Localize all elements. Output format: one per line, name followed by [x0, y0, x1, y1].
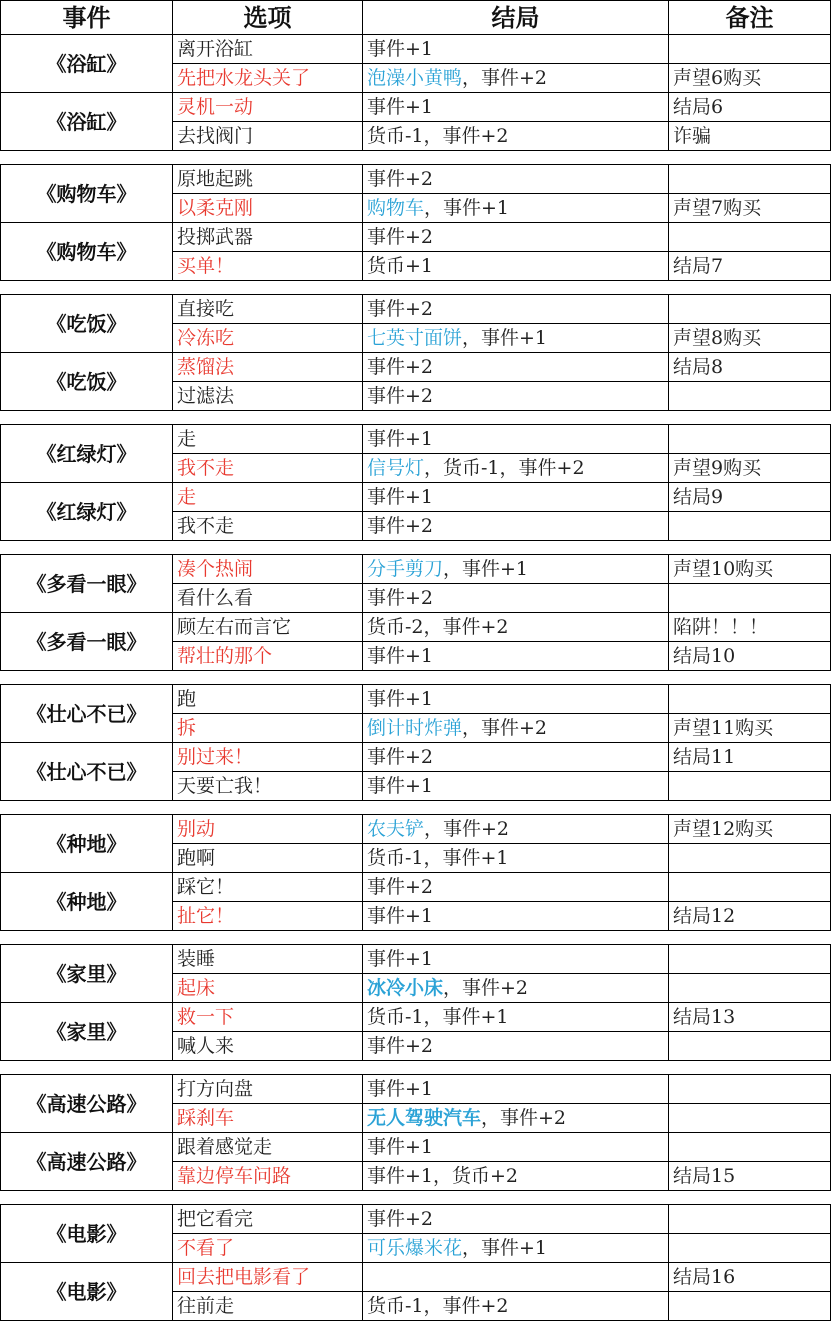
note-cell — [669, 844, 831, 873]
ending-cell — [363, 252, 669, 281]
ending-cell — [363, 483, 669, 512]
ending-text: ，事件+2 — [424, 818, 510, 840]
spacer-cell — [363, 1061, 669, 1075]
note-cell — [669, 382, 831, 411]
spacer-row — [1, 801, 831, 815]
spacer-row — [1, 1191, 831, 1205]
spacer-cell — [173, 931, 363, 945]
option-cell: 直接吃 — [173, 295, 363, 324]
ending-cell — [363, 642, 669, 671]
note-cell: 结局10 — [669, 642, 831, 671]
event-cell: 《壮心不已》 — [1, 743, 173, 801]
ending-cell — [363, 974, 669, 1003]
ending-text: 事件+1 — [367, 428, 434, 450]
ending-text: 货币-1，事件+2 — [367, 1295, 509, 1317]
event-cell: 《壮心不已》 — [1, 685, 173, 743]
note-cell — [669, 974, 831, 1003]
spacer-row — [1, 151, 831, 165]
note-cell: 结局7 — [669, 252, 831, 281]
ending-cell — [363, 1133, 669, 1162]
table-row — [1, 1133, 831, 1162]
ending-cell — [363, 512, 669, 541]
note-cell: 陷阱！！！ — [669, 613, 831, 642]
spacer-cell — [173, 671, 363, 685]
ending-text: 事件+1 — [367, 645, 434, 667]
note-cell: 声望7购买 — [669, 194, 831, 223]
event-cell: 《高速公路》 — [1, 1075, 173, 1133]
ending-cell — [363, 873, 669, 902]
option-cell: 先把水龙头关了 — [173, 64, 363, 93]
ending-cell — [363, 613, 669, 642]
option-cell: 走 — [173, 483, 363, 512]
ending-text: ，事件+2 — [443, 977, 529, 999]
ending-text: 事件+2 — [367, 876, 434, 898]
note-cell — [669, 945, 831, 974]
note-cell — [669, 1032, 831, 1061]
ending-text: 事件+1 — [367, 948, 434, 970]
ending-text: 事件+2 — [367, 168, 434, 190]
spacer-cell — [173, 151, 363, 165]
spacer-cell — [1, 931, 173, 945]
note-cell — [669, 584, 831, 613]
ending-text: 事件+1 — [367, 1078, 434, 1100]
option-cell: 走 — [173, 425, 363, 454]
event-cell: 《红绿灯》 — [1, 425, 173, 483]
table-row — [1, 815, 831, 844]
spacer-cell — [1, 801, 173, 815]
event-cell: 《家里》 — [1, 1003, 173, 1061]
ending-cell — [363, 584, 669, 613]
event-cell: 《浴缸》 — [1, 35, 173, 93]
ending-cell — [363, 714, 669, 743]
note-cell — [669, 165, 831, 194]
ending-text: ，事件+1 — [424, 197, 510, 219]
option-cell: 扯它！ — [173, 902, 363, 931]
ending-cell — [363, 382, 669, 411]
spacer-cell — [363, 671, 669, 685]
option-cell: 踩刹车 — [173, 1104, 363, 1133]
ending-cell — [363, 555, 669, 584]
event-cell: 《种地》 — [1, 815, 173, 873]
option-cell: 离开浴缸 — [173, 35, 363, 64]
ending-text: 事件+1，货币+2 — [367, 1165, 519, 1187]
event-cell: 《电影》 — [1, 1205, 173, 1263]
ending-text: ，事件+1 — [443, 558, 529, 580]
option-cell: 装睡 — [173, 945, 363, 974]
option-cell: 原地起跳 — [173, 165, 363, 194]
event-cell: 《红绿灯》 — [1, 483, 173, 541]
event-cell: 《电影》 — [1, 1263, 173, 1321]
ending-cell — [363, 1032, 669, 1061]
item-name: 无人驾驶汽车 — [367, 1107, 482, 1129]
note-cell: 结局15 — [669, 1162, 831, 1191]
note-cell — [669, 772, 831, 801]
option-cell: 跑 — [173, 685, 363, 714]
option-cell: 帮壮的那个 — [173, 642, 363, 671]
table-row — [1, 223, 831, 252]
event-cell: 《多看一眼》 — [1, 555, 173, 613]
note-cell — [669, 1234, 831, 1263]
ending-cell — [363, 223, 669, 252]
spacer-cell — [363, 801, 669, 815]
spacer-cell — [669, 931, 831, 945]
spacer-row — [1, 671, 831, 685]
option-cell: 天要亡我！ — [173, 772, 363, 801]
ending-text: 事件+1 — [367, 96, 434, 118]
header-option: 选项 — [173, 1, 363, 35]
option-cell: 顾左右而言它 — [173, 613, 363, 642]
ending-cell — [363, 945, 669, 974]
note-cell: 结局16 — [669, 1263, 831, 1292]
table-row — [1, 743, 831, 772]
item-name: 分手剪刀 — [367, 558, 444, 580]
note-cell: 声望11购买 — [669, 714, 831, 743]
spacer-cell — [669, 1191, 831, 1205]
option-cell: 踩它！ — [173, 873, 363, 902]
spacer-cell — [173, 801, 363, 815]
event-cell: 《购物车》 — [1, 165, 173, 223]
table-row — [1, 613, 831, 642]
note-cell: 声望6购买 — [669, 64, 831, 93]
ending-cell — [363, 1292, 669, 1321]
ending-text: ，事件+2 — [462, 67, 548, 89]
ending-text: ，事件+1 — [462, 1237, 548, 1259]
spacer-cell — [363, 931, 669, 945]
ending-cell — [363, 815, 669, 844]
spacer-cell — [1, 1061, 173, 1075]
ending-text: 事件+2 — [367, 746, 434, 768]
ending-cell — [363, 454, 669, 483]
table-row — [1, 1263, 831, 1292]
spacer-cell — [173, 281, 363, 295]
spacer-cell — [669, 411, 831, 425]
item-name: 购物车 — [367, 197, 425, 219]
option-cell: 往前走 — [173, 1292, 363, 1321]
table-row — [1, 425, 831, 454]
event-cell: 《浴缸》 — [1, 93, 173, 151]
table-row — [1, 685, 831, 714]
ending-text: 事件+2 — [367, 356, 434, 378]
event-cell: 《多看一眼》 — [1, 613, 173, 671]
ending-text: 事件+2 — [367, 1035, 434, 1057]
option-cell: 救一下 — [173, 1003, 363, 1032]
ending-cell — [363, 685, 669, 714]
option-cell: 不看了 — [173, 1234, 363, 1263]
ending-cell — [363, 93, 669, 122]
spacer-row — [1, 1061, 831, 1075]
table-body — [1, 1, 831, 1321]
ending-cell — [363, 772, 669, 801]
header-note: 备注 — [669, 1, 831, 35]
option-cell: 别过来！ — [173, 743, 363, 772]
table-row — [1, 35, 831, 64]
table-row — [1, 945, 831, 974]
event-cell: 《吃饭》 — [1, 295, 173, 353]
option-cell: 灵机一动 — [173, 93, 363, 122]
table-row — [1, 295, 831, 324]
ending-cell — [363, 353, 669, 382]
ending-cell — [363, 165, 669, 194]
spacer-cell — [669, 801, 831, 815]
note-cell: 结局9 — [669, 483, 831, 512]
option-cell: 去找阀门 — [173, 122, 363, 151]
ending-cell — [363, 1162, 669, 1191]
ending-text: 货币-1，事件+1 — [367, 1006, 509, 1028]
ending-text: 事件+1 — [367, 1136, 434, 1158]
note-cell: 声望12购买 — [669, 815, 831, 844]
item-name: 冰冷小床 — [367, 977, 444, 999]
table-row — [1, 165, 831, 194]
ending-text: 货币+1 — [367, 255, 434, 277]
spacer-cell — [669, 151, 831, 165]
ending-cell — [363, 902, 669, 931]
ending-text: ，事件+2 — [462, 717, 548, 739]
header-event: 事件 — [1, 1, 173, 35]
item-name: 七英寸面饼 — [367, 327, 463, 349]
note-cell: 结局13 — [669, 1003, 831, 1032]
ending-cell — [363, 194, 669, 223]
note-cell: 结局8 — [669, 353, 831, 382]
ending-text: 事件+1 — [367, 486, 434, 508]
note-cell: 声望10购买 — [669, 555, 831, 584]
event-cell: 《购物车》 — [1, 223, 173, 281]
option-cell: 我不走 — [173, 454, 363, 483]
ending-cell — [363, 324, 669, 353]
spacer-cell — [363, 411, 669, 425]
ending-text: 事件+1 — [367, 688, 434, 710]
note-cell — [669, 685, 831, 714]
ending-cell — [363, 295, 669, 324]
ending-text: 货币-2，事件+2 — [367, 616, 509, 638]
spacer-cell — [1, 541, 173, 555]
spacer-cell — [1, 151, 173, 165]
item-name: 倒计时炸弹 — [367, 717, 463, 739]
option-cell: 别动 — [173, 815, 363, 844]
spacer-row — [1, 931, 831, 945]
spacer-row — [1, 281, 831, 295]
spacer-cell — [1, 1191, 173, 1205]
spacer-row — [1, 411, 831, 425]
option-cell: 靠边停车问路 — [173, 1162, 363, 1191]
option-cell: 过滤法 — [173, 382, 363, 411]
option-cell: 冷冻吃 — [173, 324, 363, 353]
spacer-cell — [669, 671, 831, 685]
ending-text: ，事件+1 — [462, 327, 548, 349]
table-row — [1, 555, 831, 584]
option-cell: 凑个热闹 — [173, 555, 363, 584]
header-ending: 结局 — [363, 1, 669, 35]
note-cell — [669, 1205, 831, 1234]
note-cell — [669, 1292, 831, 1321]
table-row — [1, 1075, 831, 1104]
spacer-cell — [363, 281, 669, 295]
table-row — [1, 353, 831, 382]
ending-cell — [363, 425, 669, 454]
note-cell — [669, 295, 831, 324]
ending-text: 事件+1 — [367, 775, 434, 797]
ending-text: 货币-1，事件+2 — [367, 125, 509, 147]
note-cell — [669, 223, 831, 252]
spacer-cell — [173, 1191, 363, 1205]
event-cell: 《吃饭》 — [1, 353, 173, 411]
note-cell: 结局6 — [669, 93, 831, 122]
ending-text: 事件+2 — [367, 1208, 434, 1230]
ending-cell — [363, 1075, 669, 1104]
note-cell — [669, 1133, 831, 1162]
spacer-cell — [669, 541, 831, 555]
option-cell: 买单！ — [173, 252, 363, 281]
ending-text: 货币-1，事件+1 — [367, 847, 509, 869]
ending-cell — [363, 1234, 669, 1263]
table-row — [1, 93, 831, 122]
header-row — [1, 1, 831, 35]
spacer-cell — [173, 1061, 363, 1075]
note-cell — [669, 1104, 831, 1133]
option-cell: 跑啊 — [173, 844, 363, 873]
ending-cell — [363, 1263, 669, 1292]
spacer-cell — [1, 411, 173, 425]
ending-text: 事件+2 — [367, 298, 434, 320]
option-cell: 把它看完 — [173, 1205, 363, 1234]
spacer-cell — [1, 281, 173, 295]
ending-cell — [363, 743, 669, 772]
event-cell: 《种地》 — [1, 873, 173, 931]
item-name: 农夫铲 — [367, 818, 425, 840]
ending-cell — [363, 1104, 669, 1133]
note-cell: 声望9购买 — [669, 454, 831, 483]
option-cell: 拆 — [173, 714, 363, 743]
spacer-cell — [173, 541, 363, 555]
option-cell: 喊人来 — [173, 1032, 363, 1061]
ending-cell — [363, 1205, 669, 1234]
note-cell: 结局11 — [669, 743, 831, 772]
table-row — [1, 1003, 831, 1032]
option-cell: 打方向盘 — [173, 1075, 363, 1104]
ending-text: 事件+1 — [367, 38, 434, 60]
item-name: 泡澡小黄鸭 — [367, 67, 463, 89]
item-name: 可乐爆米花 — [367, 1237, 463, 1259]
note-cell: 结局12 — [669, 902, 831, 931]
table-row — [1, 483, 831, 512]
note-cell — [669, 425, 831, 454]
option-cell: 起床 — [173, 974, 363, 1003]
spacer-cell — [363, 151, 669, 165]
note-cell — [669, 873, 831, 902]
note-cell: 诈骗 — [669, 122, 831, 151]
option-cell: 蒸馏法 — [173, 353, 363, 382]
option-cell: 我不走 — [173, 512, 363, 541]
note-cell — [669, 512, 831, 541]
ending-cell — [363, 1003, 669, 1032]
table-row — [1, 873, 831, 902]
note-cell — [669, 1075, 831, 1104]
option-cell: 看什么看 — [173, 584, 363, 613]
note-cell — [669, 35, 831, 64]
ending-text: 事件+2 — [367, 515, 434, 537]
spacer-cell — [669, 281, 831, 295]
option-cell: 跟着感觉走 — [173, 1133, 363, 1162]
option-cell: 以柔克刚 — [173, 194, 363, 223]
spacer-cell — [363, 1191, 669, 1205]
ending-text: ，事件+2 — [481, 1107, 567, 1129]
ending-text: 事件+2 — [367, 587, 434, 609]
spacer-cell — [363, 541, 669, 555]
ending-text: 事件+2 — [367, 385, 434, 407]
event-cell: 《高速公路》 — [1, 1133, 173, 1191]
spacer-row — [1, 541, 831, 555]
spacer-cell — [173, 411, 363, 425]
ending-text: ，货币-1，事件+2 — [424, 457, 585, 479]
item-name: 信号灯 — [367, 457, 425, 479]
option-cell: 回去把电影看了 — [173, 1263, 363, 1292]
table-row — [1, 1205, 831, 1234]
note-cell: 声望8购买 — [669, 324, 831, 353]
spacer-cell — [1, 671, 173, 685]
ending-cell — [363, 844, 669, 873]
event-cell: 《家里》 — [1, 945, 173, 1003]
option-cell: 投掷武器 — [173, 223, 363, 252]
ending-text: 事件+2 — [367, 226, 434, 248]
ending-cell — [363, 35, 669, 64]
ending-text: 事件+1 — [367, 905, 434, 927]
ending-cell — [363, 64, 669, 93]
spacer-cell — [669, 1061, 831, 1075]
ending-cell — [363, 122, 669, 151]
